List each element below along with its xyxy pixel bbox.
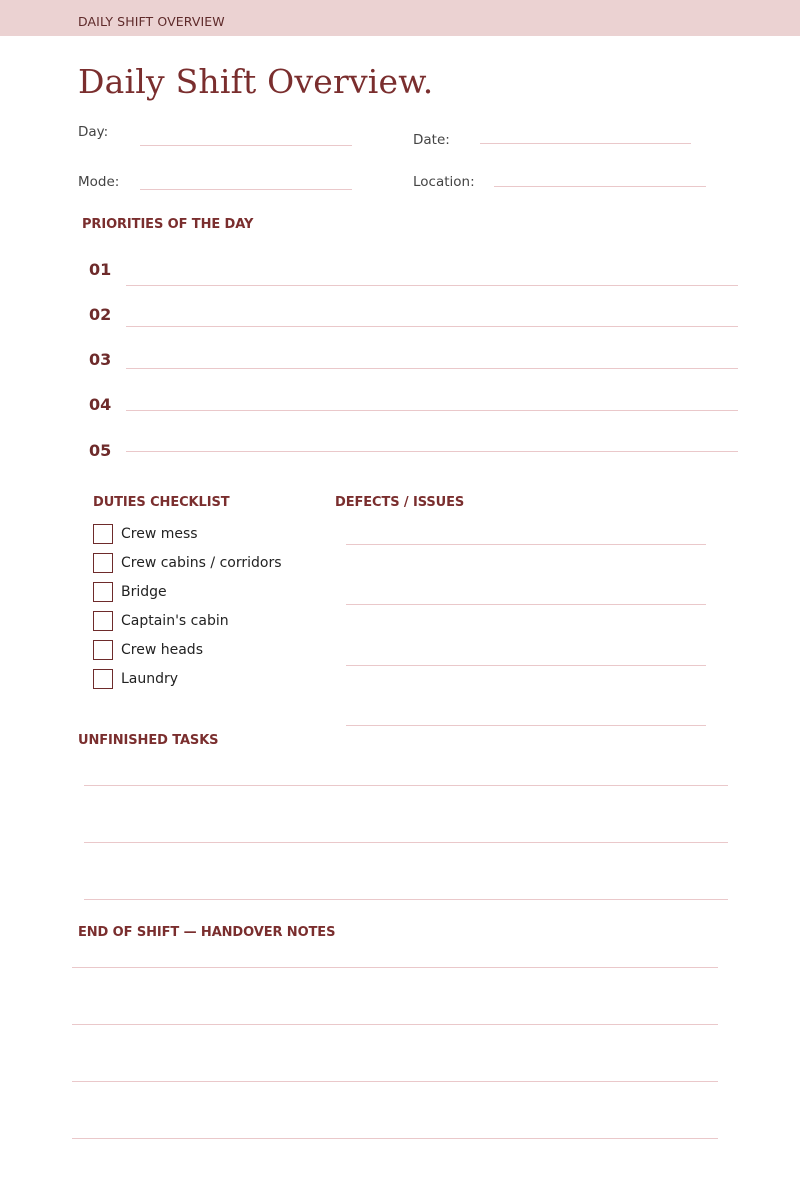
date-field[interactable] [480,143,691,144]
priority-number: 02 [89,305,112,324]
handover-line[interactable] [72,1024,718,1025]
checklist-label: Bridge [121,584,167,600]
checklist-label: Laundry [121,671,179,687]
mode-label: Mode: [78,174,120,190]
banner-text: DAILY SHIFT OVERVIEW [78,14,225,29]
unfinished-line[interactable] [84,899,728,900]
checkbox[interactable] [93,524,113,544]
handover-line[interactable] [72,1081,718,1082]
defects-line[interactable] [346,604,706,605]
checklist-label: Crew heads [121,642,203,658]
location-field[interactable] [494,186,706,187]
handover-heading: END OF SHIFT — HANDOVER NOTES [78,925,336,940]
day-label: Day: [78,124,109,140]
checkbox[interactable] [93,640,113,660]
checkbox[interactable] [93,553,113,573]
handover-line[interactable] [72,1138,718,1139]
handover-line[interactable] [72,967,718,968]
priority-line[interactable] [126,326,738,327]
mode-field[interactable] [140,189,352,190]
day-field[interactable] [140,145,352,146]
priority-number: 01 [89,260,112,279]
checkbox[interactable] [93,669,113,689]
priority-number: 03 [89,350,112,369]
priority-line[interactable] [126,285,738,286]
unfinished-line[interactable] [84,785,728,786]
checklist-label: Captain's cabin [121,613,229,629]
priority-number: 05 [89,441,112,460]
defects-heading: DEFECTS / ISSUES [335,495,465,510]
checkbox[interactable] [93,582,113,602]
checklist-label: Crew mess [121,526,198,542]
priority-line[interactable] [126,368,738,369]
date-label: Date: [413,132,450,148]
duties-heading: DUTIES CHECKLIST [93,495,230,510]
defects-line[interactable] [346,665,706,666]
location-label: Location: [413,174,475,190]
priority-line[interactable] [126,410,738,411]
defects-line[interactable] [346,725,706,726]
priority-line[interactable] [126,451,738,452]
unfinished-line[interactable] [84,842,728,843]
checklist-label: Crew cabins / corridors [121,555,282,571]
priorities-heading: PRIORITIES OF THE DAY [82,217,254,232]
page-title: Daily Shift Overview. [78,62,434,101]
priority-number: 04 [89,395,112,414]
checkbox[interactable] [93,611,113,631]
defects-line[interactable] [346,544,706,545]
top-banner [0,0,800,36]
unfinished-heading: UNFINISHED TASKS [78,733,219,748]
